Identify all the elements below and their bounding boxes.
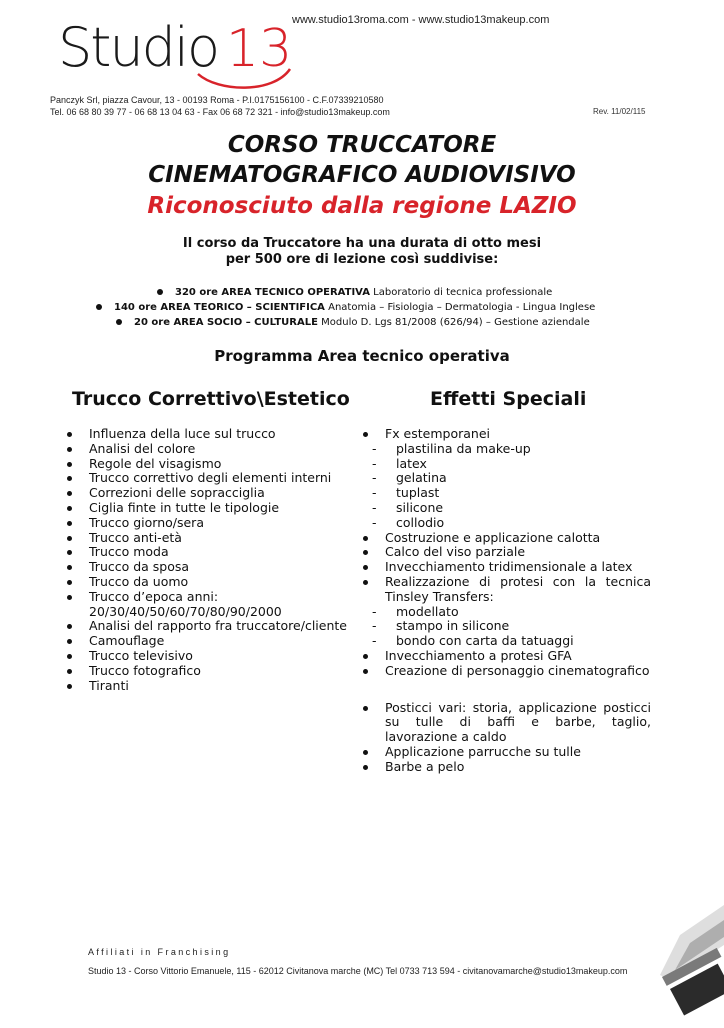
franchise-address: Studio 13 - Corso Vittorio Emanuele, 115 - 62012 Civitanova marche (MC) Tel 0733 713 594 - civitanovamarche@studio13makeup.com [88, 966, 628, 976]
list-item: Applicazione parrucche su tulle [359, 745, 651, 760]
sub-list-item: - gelatina [359, 471, 651, 486]
sub-list-item: - latex [359, 457, 651, 472]
bullet-icon [96, 304, 102, 310]
program-title: Programma Area tecnico operativa [214, 347, 510, 365]
logo-word: Studio [58, 16, 218, 79]
right-column-heading: Effetti Speciali [430, 388, 587, 410]
list-item: Trucco televisivo [63, 649, 363, 664]
studio13-logo [58, 14, 298, 94]
intro-line-1: Il corso da Truccatore ha una durata di otto mesi [182, 236, 542, 251]
bullet-icon [157, 289, 163, 295]
list-item: Invecchiamento a protesi GFA [359, 649, 651, 664]
list-item: Trucco d’epoca anni: 20/30/40/50/60/70/80/90/2000 [63, 590, 289, 620]
list-item: Calco del viso parziale [359, 545, 651, 560]
list-item: Invecchiamento tridimensionale a latex [359, 560, 651, 575]
list-item: Correzioni delle sopracciglia [63, 486, 363, 501]
sub-list-item: - modellato [359, 605, 651, 620]
list-item: Realizzazione di protesi con la tecnica Tinsley Transfers: [359, 575, 651, 605]
sub-list-item: - silicone [359, 501, 651, 516]
sub-list-item: - collodio [359, 516, 651, 531]
list-item: Ciglia finte in tutte le tipologie [63, 501, 363, 516]
list-item: Fx estemporanei [359, 427, 651, 442]
list-item: Analisi del rapporto fra truccatore/cliente [63, 619, 363, 634]
list-item: Influenza della luce sul trucco [63, 427, 363, 442]
list-item: Trucco da sposa [63, 560, 363, 575]
sub-list-item: - bondo con carta da tatuaggi [359, 634, 651, 649]
list-item: Tiranti [63, 679, 363, 694]
revision-label: Rev. 11/02/115 [593, 107, 646, 116]
title-recognition: Riconosciuto dalla regione LAZIO [147, 193, 577, 219]
makeup-brush-image [640, 905, 724, 1024]
list-item: Trucco da uomo [63, 575, 363, 590]
title-line-2: CINEMATOGRAFICO AUDIOVISIVO [148, 162, 576, 188]
list-item: Trucco correttivo degli elementi interni [63, 471, 363, 486]
websites[interactable]: www.studio13roma.com - www.studio13makeup.com [292, 14, 550, 26]
bullet-icon [116, 319, 122, 325]
company-address: Panczyk Srl, piazza Cavour, 13 - 00193 Roma - P.I.0175156100 - C.F.07339210580 [50, 95, 384, 105]
list-item: Creazione di personaggio cinematografico [359, 664, 651, 679]
franchising-label: Affiliati in Franchising [88, 947, 231, 957]
list-item: Regole del visagismo [63, 457, 363, 472]
title-line-1: CORSO TRUCCATORE [227, 132, 497, 158]
right-column-list [359, 427, 651, 775]
left-column-list [63, 427, 363, 693]
hours-item: 20 ore AREA SOCIO – CULTURALE Modulo D. Lgs 81/2008 (626/94) – Gestione aziendale [116, 315, 590, 330]
list-spacer [359, 679, 651, 701]
list-item: Trucco giorno/sera [63, 516, 363, 531]
list-item: Trucco anti-età [63, 531, 363, 546]
list-item: Camouflage [63, 634, 363, 649]
intro-line-2: per 500 ore di lezione così suddivise: [225, 252, 499, 267]
list-item: Barbe a pelo [359, 760, 651, 775]
left-column-heading: Trucco Correttivo\Estetico [72, 388, 350, 410]
hours-item: 140 ore AREA TEORICO – SCIENTIFICA Anatomia – Fisiologia – Dermatologia - Lingua Inglese [96, 300, 595, 315]
company-contacts: Tel. 06 68 80 39 77 - 06 68 13 04 63 - Fax 06 68 72 321 - info@studio13makeup.com [50, 107, 390, 117]
list-item: Costruzione e applicazione calotta [359, 531, 651, 546]
list-item: Trucco fotografico [63, 664, 363, 679]
hours-item: 320 ore AREA TECNICO OPERATIVA Laboratorio di tecnica professionale [157, 285, 552, 300]
list-item: Posticci vari: storia, applicazione posticci su tulle di baffi e barbe, taglio, lavorazione a caldo [359, 701, 651, 745]
logo-number: 13 [226, 19, 293, 79]
sub-list-item: - plastilina da make-up [359, 442, 651, 457]
list-item: Analisi del colore [63, 442, 363, 457]
sub-list-item: - stampo in silicone [359, 619, 651, 634]
list-item: Trucco moda [63, 545, 363, 560]
sub-list-item: - tuplast [359, 486, 651, 501]
